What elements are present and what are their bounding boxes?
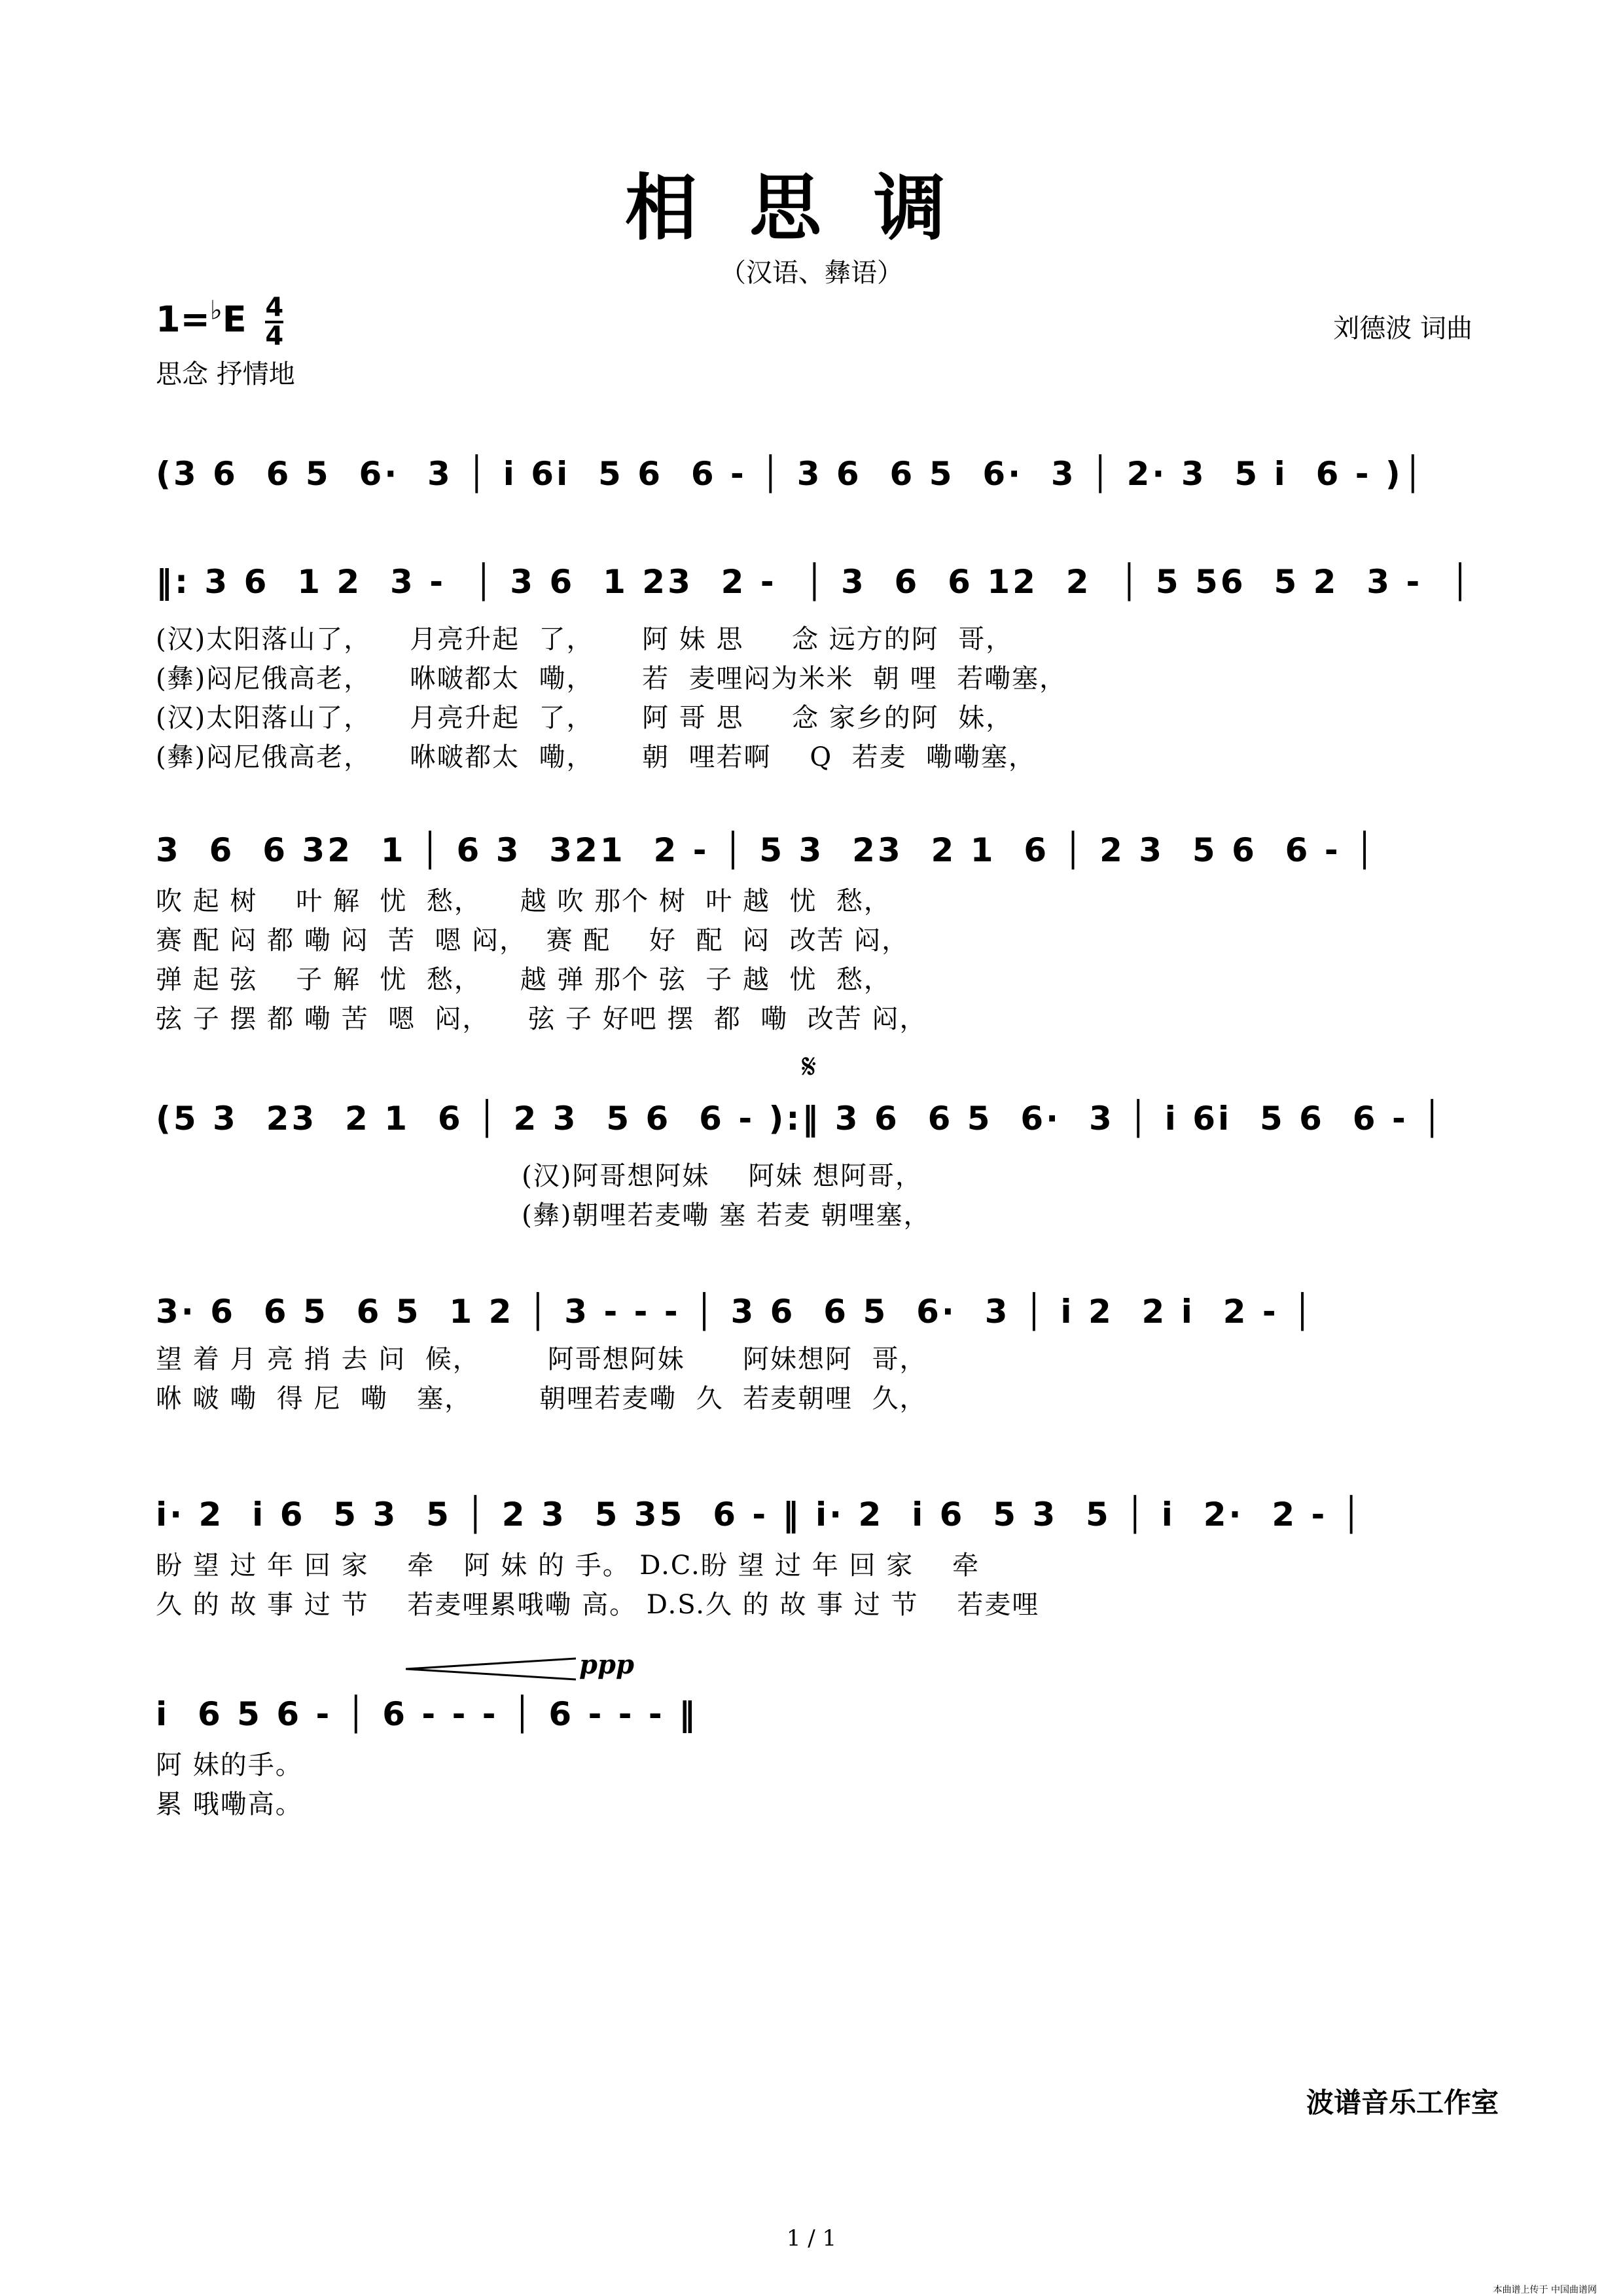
system-2-lyric-4: (彝)闷尼俄高老， 咻啵都太 嘞， 朝 哩若啊 Q 若麦 嘞嘞塞，: [156, 742, 1037, 772]
time-bottom: 4: [265, 321, 284, 351]
subtitle: （汉语、彝语）: [720, 258, 903, 288]
time-top: 4: [265, 293, 284, 323]
system-4-lyric-2: (彝)朝哩若麦嘞 塞 若麦 朝哩塞，: [156, 1200, 931, 1230]
system-5-lyric-2: 咻 啵 嘞 得 尼 嘞 塞， 朝哩若麦嘞 久 若麦朝哩 久，: [156, 1384, 927, 1414]
system-7-lyric-1: 阿 妹的手。: [156, 1750, 303, 1780]
flat-sign: ♭: [209, 295, 223, 326]
decrescendo-hairpin: [406, 1656, 576, 1682]
segno-sign: 𝄋: [802, 1047, 817, 1086]
page-number: 1 / 1: [786, 2225, 837, 2251]
studio-logo: 波谱音乐工作室: [1306, 2087, 1499, 2119]
system-5-notes: 3· 6 6 5 6 5 1 2 │ 3 - - - │ 3 6 6 5 6· 3 │ i 2 2 i 2 - │: [156, 1293, 1315, 1331]
time-signature: [265, 295, 283, 350]
key-note: E: [222, 298, 247, 340]
system-3-lyric-2: 赛 配 闷 都 嘞 闷 苦 嗯 闷， 赛 配 好 配 闷 改苦 闷，: [156, 925, 910, 956]
system-7-lyric-2: 累 哦嘞高。: [156, 1789, 303, 1820]
system-6-lyric-2: 久 的 故 事 过 节 若麦哩累哦嘞 高。 D.S.久 的 故 事 过 节 若麦哩: [156, 1590, 1040, 1620]
system-6-lyric-1: 盼 望 过 年 回 家 牵 阿 妹 的 手。 D.C.盼 望 过 年 回 家 牵: [156, 1551, 980, 1581]
system-4-notes: (5 3 23 2 1 6 │ 2 3 5 6 6 - ):‖ 3 6 6 5 6· 3 │ i 6i 5 6 6 - │: [156, 1100, 1445, 1138]
dynamic-marking: ppp: [579, 1649, 634, 1680]
tempo-marking: 思念 抒情地: [156, 359, 295, 389]
key-signature: [156, 295, 283, 350]
system-4-lyric-1: (汉)阿哥想阿妹 阿妹 想阿哥，: [156, 1161, 923, 1191]
system-1-notes: (3 6 6 5 6· 3 │ i 6i 5 6 6 - │ 3 6 6 5 6· 3 │ 2· 3 5 i 6 - )│: [156, 455, 1425, 493]
system-5-lyric-1: 望 着 月 亮 捎 去 问 候， 阿哥想阿妹 阿妹想阿 哥，: [156, 1344, 927, 1374]
system-3-notes: 3 6 6 32 1 │ 6 3 321 2 - │ 5 3 23 2 1 6 │ 2 3 5 6 6 - │: [156, 831, 1378, 869]
system-2-lyric-1: (汉)太阳落山了， 月亮升起 了， 阿 妹 思 念 远方的阿 哥，: [156, 624, 1014, 655]
key-label: 1=: [156, 298, 210, 340]
system-6-notes: i· 2 i 6 5 3 5 │ 2 3 5 35 6 - ‖ i· 2 i 6 5 3 5 │ i 2· 2 - │: [156, 1496, 1364, 1534]
system-3-lyric-3: 弹 起 弦 子 解 忧 愁， 越 弹 那个 弦 子 越 忧 愁，: [156, 965, 891, 995]
system-3-lyric-1: 吹 起 树 叶 解 忧 愁， 越 吹 那个 树 叶 越 忧 愁，: [156, 886, 891, 916]
upload-note: 本曲谱上传于 中国曲谱网: [1493, 2285, 1597, 2295]
page-title: 相思调: [625, 166, 998, 250]
system-2-notes: ‖: 3 6 1 2 3 - │ 3 6 1 23 2 - │ 3 6 6 12 2 │ 5 56 5 2 3 - │: [156, 563, 1473, 601]
system-2-lyric-2: (彝)闷尼俄高老， 咻啵都太 嘞， 若 麦哩闷为米米 朝 哩 若嘞塞，: [156, 664, 1067, 694]
system-7-notes: i 6 5 6 - │ 6 - - - │ 6 - - - ‖: [156, 1695, 698, 1733]
system-2-lyric-3: (汉)太阳落山了， 月亮升起 了， 阿 哥 思 念 家乡的阿 妹，: [156, 703, 1014, 733]
composer: 刘德波 词曲: [1333, 314, 1472, 344]
system-3-lyric-4: 弦 子 摆 都 嘞 苦 嗯 闷， 弦 子 好吧 摆 都 嘞 改苦 闷，: [156, 1004, 927, 1034]
